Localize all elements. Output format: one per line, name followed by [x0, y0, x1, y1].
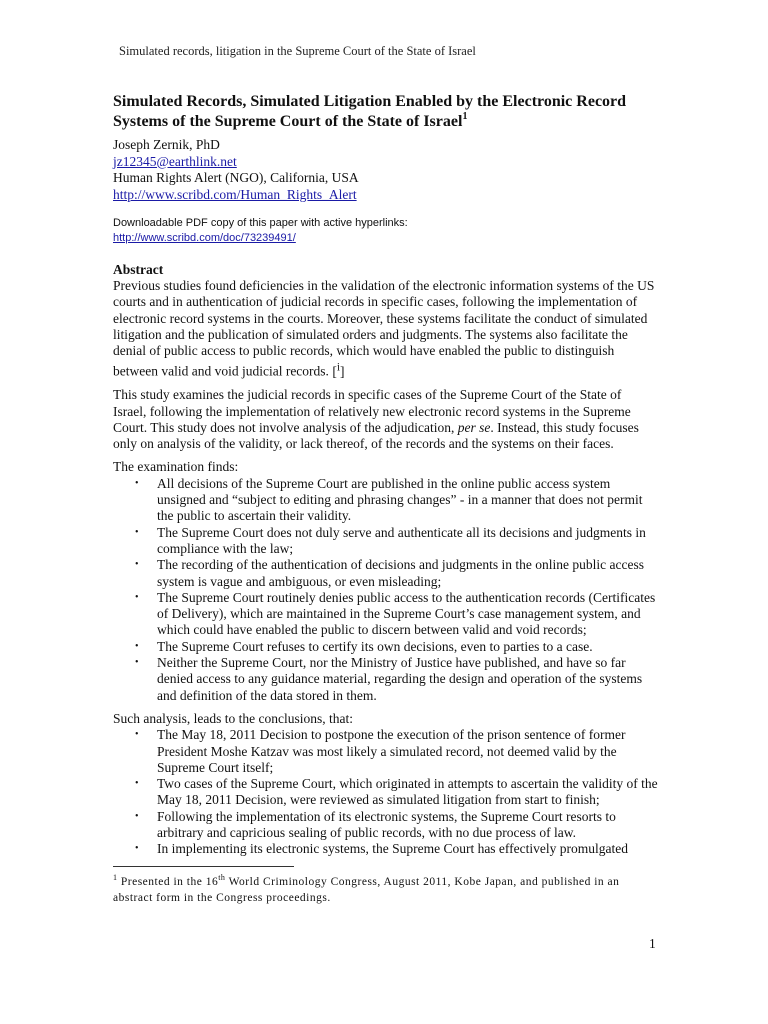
bullet-icon: • — [135, 657, 139, 669]
list-item — [135, 638, 658, 655]
footnote — [113, 874, 658, 906]
list-item — [135, 655, 658, 704]
footnote-ordinal: th — [218, 873, 226, 882]
list-item — [135, 524, 658, 558]
list-item-text: The Supreme Court refuses to certify its own decisions, even to parties to a case. — [157, 638, 593, 654]
abstract-paragraph-2 — [113, 387, 658, 452]
footnote-text: Presented in the 16 — [120, 876, 219, 888]
endnote-ref-mark: i — [336, 361, 340, 374]
footnote-divider — [113, 866, 294, 867]
list-item-text: In implementing its electronic systems, the Supreme Court has effectively promulgated — [157, 841, 629, 857]
list-item-text: Neither the Supreme Court, nor the Ministry of Justice have published, and have so far denied access to any guidance material, regarding the design and operation of the systems and definition of the data stored in them. — [157, 655, 643, 703]
pdf-note-text: Downloadable PDF copy of this paper with active hyperlinks: — [113, 217, 408, 229]
page-number: 1 — [649, 936, 656, 951]
abstract-heading: Abstract — [113, 262, 164, 277]
title-text: Simulated Records, Simulated Litigation Enabled by the Electronic Record Systems of the Supreme Court of the State of Israel — [113, 93, 627, 130]
list-item — [135, 808, 658, 842]
findings-intro: The examination finds: — [113, 459, 239, 475]
pdf-download-link[interactable]: http://www.scribd.com/doc/73239491/ — [113, 232, 296, 244]
list-item-text: The Supreme Court routinely denies public access to the authentication records (Certificates of Delivery), which are maintained in the Supreme Court’s case management system, and which could have enabled the public to discern between valid and void records; — [157, 589, 656, 638]
author-url-link[interactable]: http://www.scribd.com/Human_Rights_Alert — [113, 186, 357, 202]
title-footnote-marker[interactable]: 1 — [462, 111, 468, 122]
list-item-text: Following the implementation of its electronic systems, the Supreme Court resorts to arbitrary and capricious sealing of public records, with no due process of law. — [157, 808, 616, 840]
endnote-ref-close: ] — [339, 363, 345, 379]
running-head: Simulated records, litigation in the Supreme Court of the State of Israel — [119, 44, 476, 58]
abstract-paragraph-1 — [113, 278, 658, 380]
list-item — [135, 589, 658, 639]
list-item-text: The May 18, 2011 Decision to postpone the execution of the prison sentence of former President Moshe Katzav was most likely a simulated record, not deemed valid by the Supreme Court itself; — [157, 727, 626, 775]
bullet-icon: • — [135, 810, 139, 822]
endnote-ref[interactable] — [332, 361, 345, 379]
bullet-icon: • — [135, 559, 139, 571]
list-item-text: All decisions of the Supreme Court are published in the online public access system unsigned and “subject to editing and phrasing changes” - in a manner that does not permit the public to ascertain their validity. — [157, 475, 643, 524]
bullet-icon: • — [135, 729, 139, 741]
abstract-paragraph-2-text: This study examines the judicial records in specific cases of the Supreme Court of the State of Israel, following the implementation of relatively new electronic record systems in the Supreme Court. This study does not involve analysis of the adjudication, — [113, 387, 631, 435]
endnote-ref-open: [ — [332, 363, 337, 379]
list-item-text: The Supreme Court does not duly serve and authenticate all its decisions and judgments in compliance with the law; — [157, 524, 646, 556]
list-item — [135, 557, 658, 590]
author-block — [113, 137, 673, 203]
conclusions-list — [113, 727, 658, 857]
list-item-text: Two cases of the Supreme Court, which originated in attempts to ascertain the validity of the May 18, 2011 Decision, were reviewed as simulated litigation from start to finish; — [157, 776, 658, 808]
list-item — [135, 475, 658, 525]
bullet-icon: • — [135, 526, 139, 538]
abstract-paragraph-2-tail: . Instead, this study focuses only on analysis of the validity, or lack thereof, of the records and the systems on their faces. — [113, 419, 639, 452]
bullet-icon: • — [135, 477, 139, 489]
abstract-paragraph-1-text: Previous studies found deficiencies in the validation of the electronic information systems of the US courts and in authentication of judicial records in specific cases, following the implementation of electronic record systems in the courts. Moreover, these systems facilitate the conduct of simulated litigation and the publication of simulated orders and judgments. The systems also facilitate the denial of public access to public records, which would have enabled the public to distinguish between valid and void judicial records. — [113, 278, 655, 379]
findings-list — [113, 476, 658, 704]
footnote-text-tail: World Criminology Congress, August 2011, Kobe Japan, and published in an abstract form in the Congress proceedings. — [113, 876, 620, 904]
author-affiliation: Human Rights Alert (NGO), California, USA — [113, 170, 359, 185]
author-email-link[interactable]: jz12345@earthlink.net — [113, 153, 237, 169]
author-name: Joseph Zernik, PhD — [113, 137, 220, 152]
list-item-text: The recording of the authentication of decisions and judgments in the online public access system is vague and ambiguous, or even misleading; — [157, 557, 644, 589]
per-se-italic: per se — [457, 419, 491, 435]
list-item — [135, 841, 658, 857]
paper-title — [113, 92, 673, 132]
bullet-icon: • — [135, 843, 139, 855]
footnote-mark: 1 — [113, 873, 118, 882]
conclusions-intro: Such analysis, leads to the conclusions, that: — [113, 710, 353, 726]
abstract-section — [113, 261, 658, 865]
bullet-icon: • — [135, 591, 139, 603]
bullet-icon: • — [135, 640, 139, 652]
bullet-icon: • — [135, 778, 139, 790]
list-item — [135, 727, 658, 776]
list-item — [135, 776, 658, 809]
pdf-note — [113, 216, 673, 246]
